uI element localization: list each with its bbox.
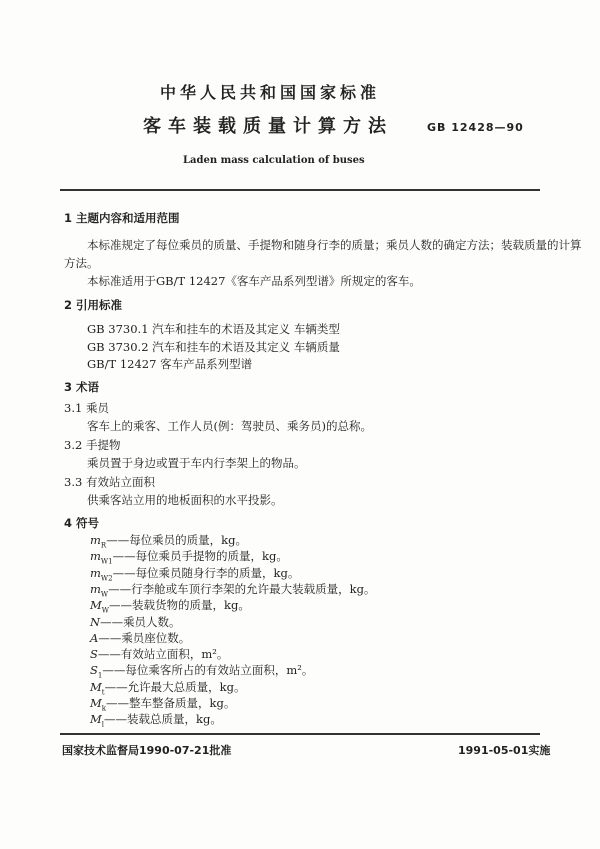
symbol-definition: ——整车整备质量，kg。 bbox=[106, 696, 236, 710]
symbol: A bbox=[90, 630, 99, 645]
standard-code: GB 12428—90 bbox=[427, 121, 524, 134]
reference-item: GB 3730.1 汽车和挂车的术语及其定义 车辆类型 bbox=[87, 322, 340, 336]
symbol-definition: ——允许最大总质量，kg。 bbox=[104, 679, 246, 694]
paragraph: 方法。 bbox=[64, 256, 99, 270]
effective-date: 1991-05-01实施 bbox=[458, 744, 551, 757]
section-2-heading: 2 引用标准 bbox=[64, 298, 123, 312]
section-4-heading: 4 符号 bbox=[64, 516, 100, 530]
symbol: m bbox=[90, 581, 101, 596]
term-definition: 供乘客站立用的地板面积的水平投影。 bbox=[87, 493, 283, 507]
symbol: M bbox=[90, 598, 102, 613]
term-number: 3.2 手提物 bbox=[64, 438, 121, 452]
symbol: S bbox=[90, 663, 98, 678]
symbol-definition: ——每位乘员手提物的质量，kg。 bbox=[112, 549, 288, 564]
symbol-subscript: 1 bbox=[97, 671, 103, 680]
header-rule bbox=[60, 189, 540, 191]
reference-item: GB 3730.2 汽车和挂车的术语及其定义 车辆质量 bbox=[87, 340, 340, 354]
symbol-subscript: R bbox=[100, 541, 107, 550]
symbol-definition: ——装载货物的质量，kg。 bbox=[108, 598, 250, 613]
paragraph: 本标准规定了每位乘员的质量、手提物和随身行李的质量；乘员人数的确定方法；装载质量的计算 bbox=[87, 238, 582, 252]
country-standard-label: 中华人民共和国国家标准 bbox=[160, 83, 381, 102]
symbol: M bbox=[90, 696, 102, 710]
paragraph: 本标准适用于GB/T 12427《客车产品系列型谱》所规定的客车。 bbox=[87, 274, 421, 288]
symbol: m bbox=[90, 533, 101, 547]
symbol-subscript: W2 bbox=[100, 573, 113, 582]
symbol-subscript: l bbox=[101, 720, 105, 729]
symbol-definition: ——行李舱或车顶行李架的允许最大装载质量，kg。 bbox=[108, 581, 376, 596]
document-title: 客车装载质量计算方法 bbox=[143, 116, 393, 137]
symbol: m bbox=[90, 565, 101, 580]
approval-date: 国家技术监督局1990-07-21批准 bbox=[62, 744, 232, 757]
section-3-heading: 3 术语 bbox=[64, 380, 100, 394]
term-number: 3.3 有效站立面积 bbox=[64, 475, 155, 489]
term-number: 3.1 乘员 bbox=[64, 401, 109, 415]
symbol-subscript: W bbox=[100, 590, 109, 599]
symbol-item bbox=[90, 712, 222, 731]
symbol: N bbox=[90, 614, 101, 629]
term-definition: 客车上的乘客、工作人员(例：驾驶员、乘务员)的总称。 bbox=[87, 419, 372, 433]
symbol: M bbox=[90, 712, 102, 727]
symbol: m bbox=[90, 549, 101, 564]
footer-rule bbox=[60, 733, 540, 735]
symbol-definition: ——有效站立面积，m²。 bbox=[97, 647, 229, 662]
symbol-definition: ——每位乘员随身行李的质量，kg。 bbox=[112, 565, 300, 580]
reference-item: GB/T 12427 客车产品系列型谱 bbox=[87, 357, 253, 371]
symbol-subscript: k bbox=[101, 704, 107, 713]
symbol-definition: ——装载总质量，kg。 bbox=[104, 712, 222, 727]
symbol-subscript: W bbox=[101, 606, 109, 615]
english-title: Laden mass calculation of buses bbox=[183, 155, 365, 166]
symbol: S bbox=[90, 647, 98, 662]
symbol-definition: ——每位乘员的质量，kg。 bbox=[106, 533, 248, 547]
term-definition: 乘员置于身边或置于车内行李架上的物品。 bbox=[87, 456, 306, 470]
symbol-subscript: W1 bbox=[100, 557, 113, 566]
section-1-heading: 1 主题内容和适用范围 bbox=[64, 211, 180, 225]
symbol: M bbox=[90, 679, 102, 694]
symbol-definition: ——每位乘客所占的有效站立面积，m²。 bbox=[102, 663, 314, 678]
symbol-definition: ——乘员座位数。 bbox=[98, 630, 191, 645]
symbol-subscript: t bbox=[101, 687, 105, 696]
symbol-definition: ——乘员人数。 bbox=[100, 614, 181, 629]
